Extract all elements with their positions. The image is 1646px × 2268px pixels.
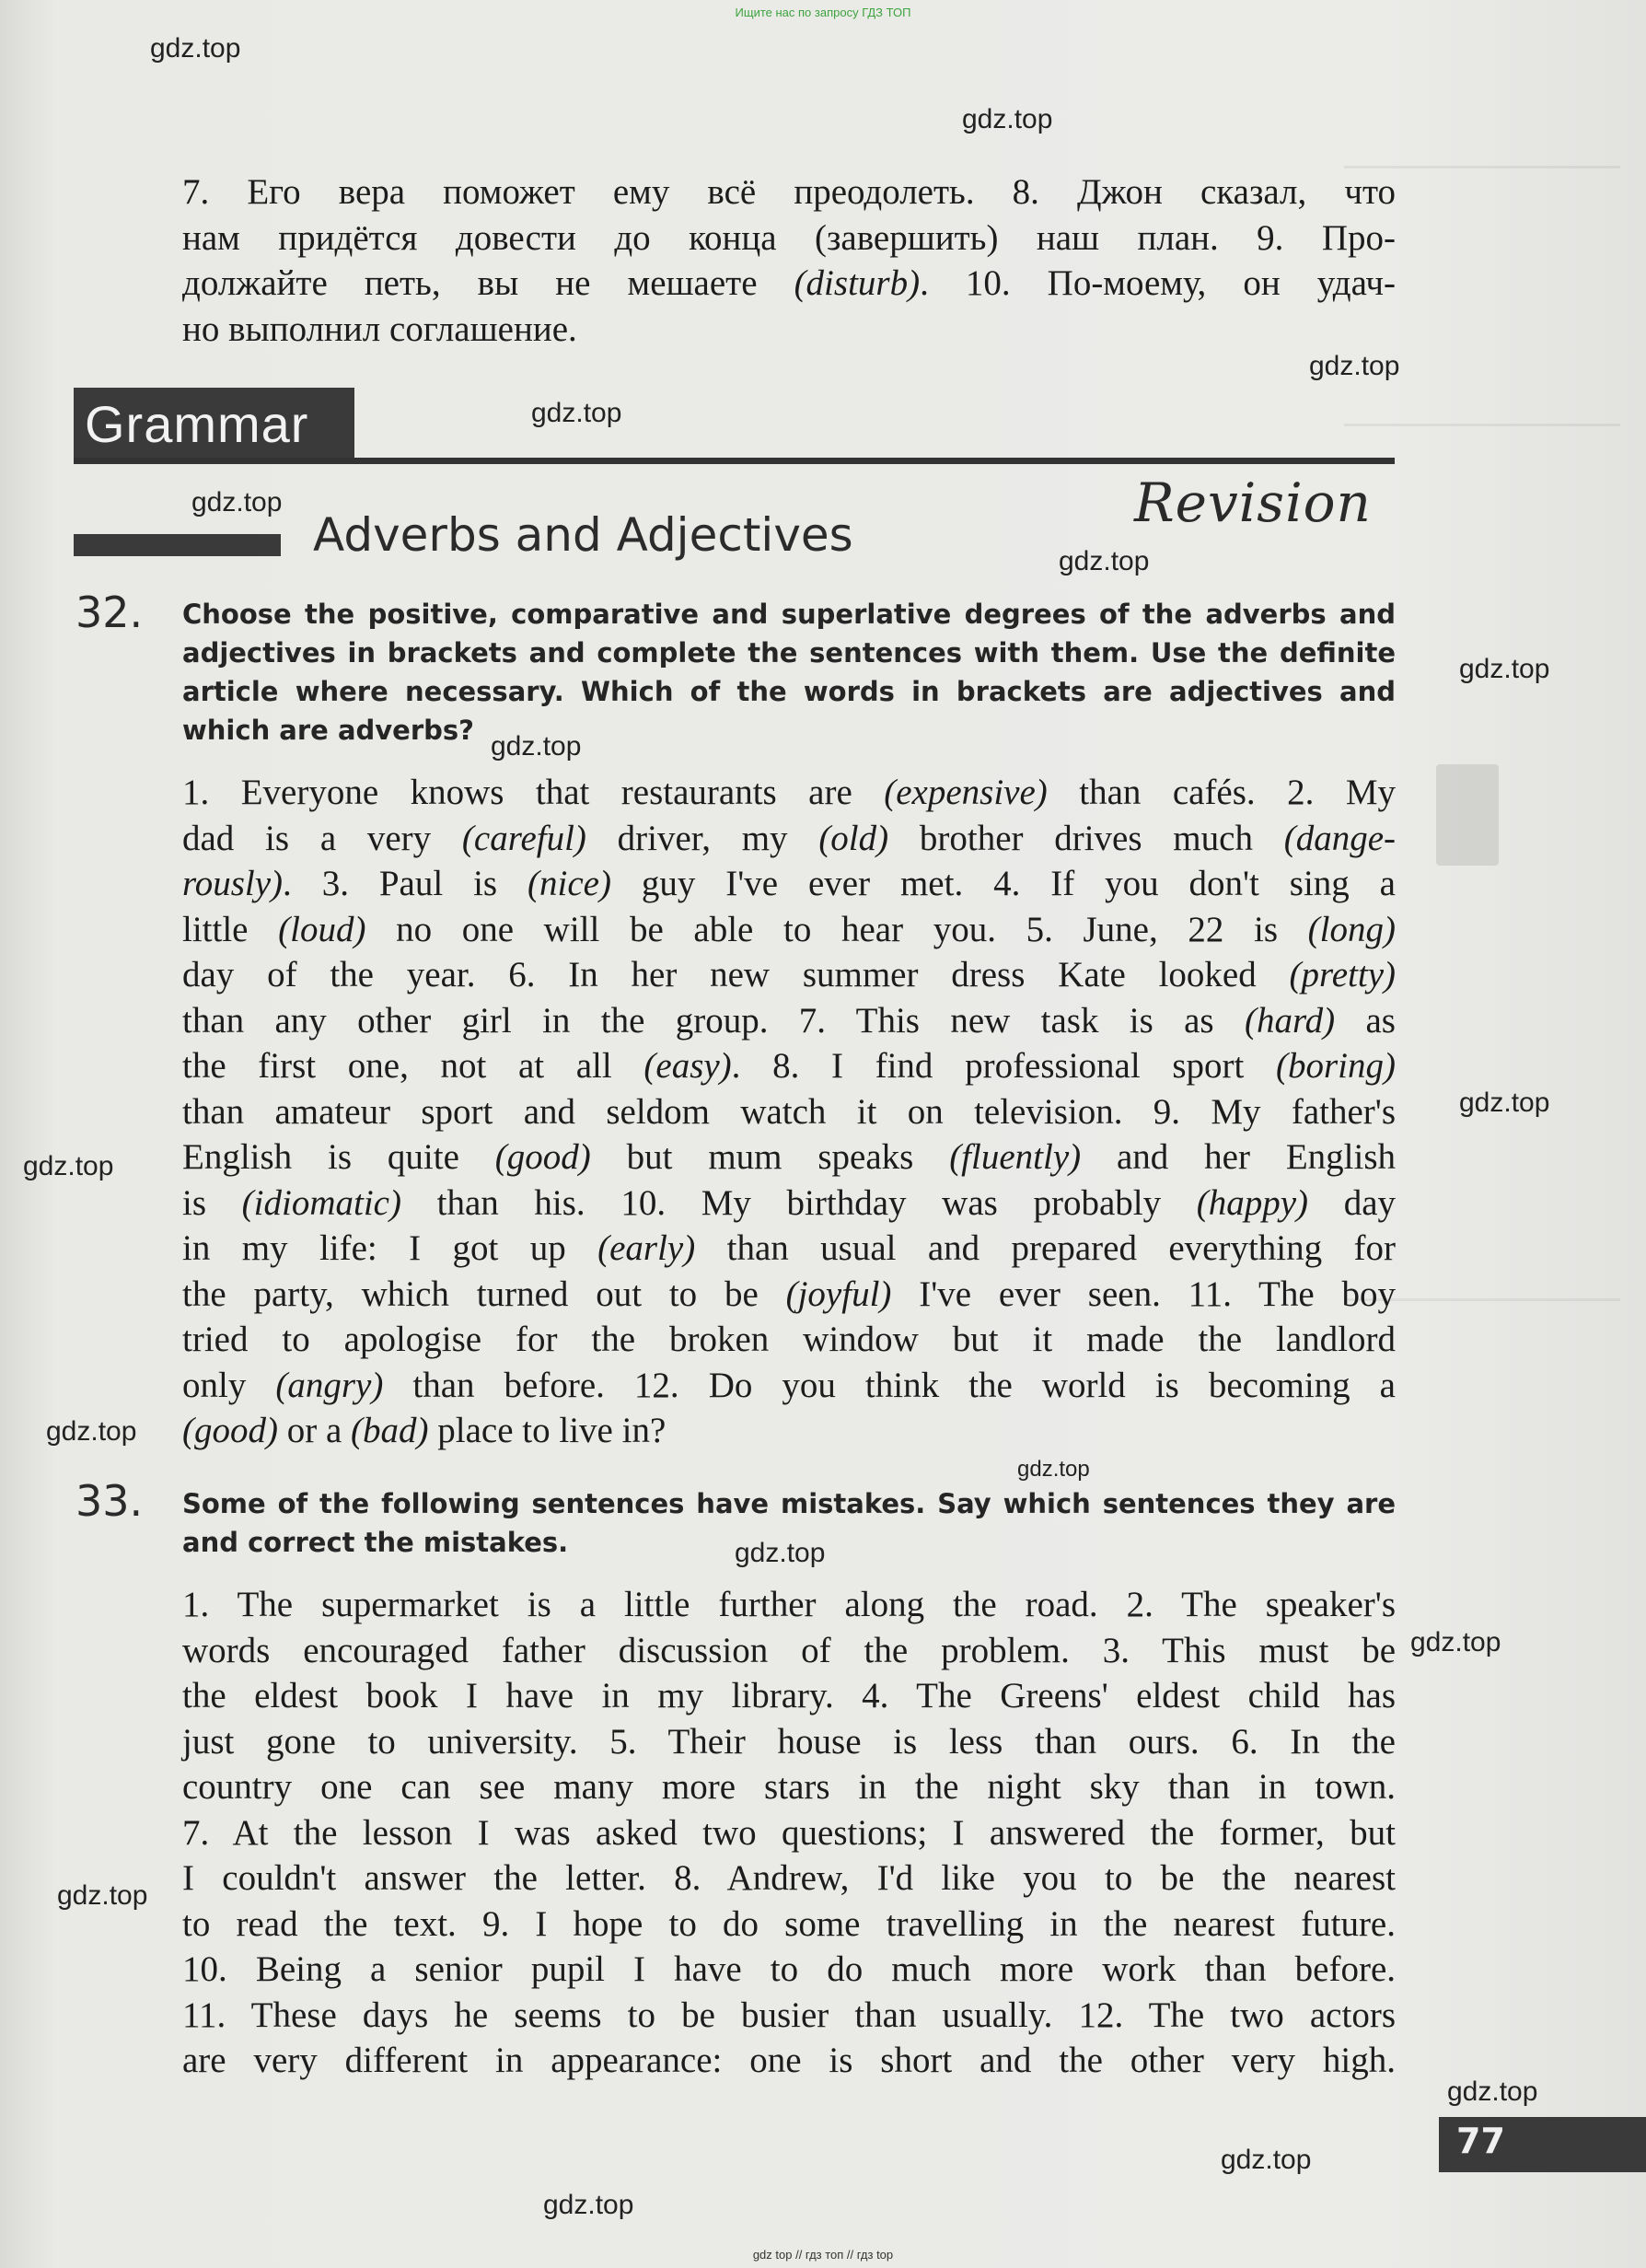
exercise-33-line: the eldest book I have in my library. 4. The Greens' eldest child has	[182, 1676, 1396, 1716]
exercise-32-line	[182, 1317, 1396, 1363]
header-rule	[74, 458, 1395, 464]
line-segment: than before. 12. Do you think the world is becoming a	[383, 1365, 1396, 1405]
bracketed-word: rously)	[182, 864, 284, 903]
line-segment: . 3. Paul is	[283, 864, 527, 903]
line-segment: English is quite	[182, 1137, 495, 1177]
line-segment: the party, which turned out to be	[182, 1274, 786, 1314]
watermark: gdz.top	[1221, 2145, 1312, 2175]
exercise-33-line: 11. These days he seems to be busier than usually. 12. The two actors	[182, 1995, 1396, 2035]
line-segment: 1. Everyone knows that restaurants are	[182, 773, 885, 812]
exercise-32-instruction: Choose the positive, comparative and superlative degrees of the adverbs and adjectives in brackets and complete the sentences with them. Use the definite article where necessary. Which of the words in brackets are adjectives and which are adverbs?	[182, 599, 1396, 746]
exercise-33-line: just gone to university. 5. Their house is less than ours. 6. In the	[182, 1721, 1396, 1762]
line-segment: is	[182, 1182, 242, 1223]
intro-line: 7. Его вера поможет ему всё преодолеть. 8. Джон сказал, что	[182, 172, 1396, 212]
exercise-32-number: 32.	[75, 587, 144, 637]
bracketed-word: (good)	[494, 1137, 591, 1177]
exercise-32-line	[182, 861, 1396, 907]
exercise-33-line: country one can see many more stars in the night sky than in town.	[182, 1767, 1396, 1807]
watermark: gdz.top	[1017, 1457, 1090, 1482]
exercise-32-line	[182, 1408, 1396, 1454]
bracketed-word: (good)	[182, 1411, 278, 1450]
bracketed-word: (dange-	[1283, 818, 1396, 858]
line-segment: dad is a very	[182, 818, 462, 858]
line-segment: than amateur sport and seldom watch it on television. 9. My father's	[182, 1091, 1396, 1132]
topic-title: Adverbs and Adjectives	[313, 508, 853, 562]
line-segment: day	[1308, 1182, 1397, 1223]
exercise-33-instruction: Some of the following sentences have mistakes. Say which sentences they are and correct the mistakes.	[182, 1488, 1396, 1558]
exercise-32-line	[182, 1134, 1396, 1181]
watermark: gdz.top	[46, 1416, 137, 1447]
line-segment: . 8. I find professional sport	[731, 1046, 1276, 1086]
bracketed-word: (angry)	[275, 1365, 384, 1405]
watermark: gdz.top	[735, 1538, 826, 1568]
line-segment: than any other girl in the group. 7. This new task is as	[182, 1000, 1245, 1041]
line-segment: driver, my	[585, 818, 819, 858]
line-segment: as	[1335, 1000, 1396, 1041]
exercise-33-line: 7. At the lesson I was asked two questions; I answered the former, but	[182, 1812, 1396, 1853]
topic-bar	[74, 534, 281, 556]
exercise-32-line	[182, 1363, 1396, 1409]
watermark: gdz.top	[1309, 351, 1400, 381]
intro-paragraph	[182, 169, 1396, 352]
exercise-33-line: are very different in appearance: one is short and the other very high.	[182, 2041, 1396, 2080]
bracketed-word: (old)	[818, 818, 889, 858]
line-segment: guy I've ever met. 4. If you don't sing a	[610, 864, 1396, 903]
line-segment: than cafés. 2. My	[1047, 773, 1396, 812]
line-segment: or a	[277, 1411, 352, 1450]
bracketed-word: (easy)	[643, 1046, 732, 1086]
bracketed-word: (early)	[597, 1228, 696, 1268]
line-segment: day of the year. 6. In her new summer dress Kate looked	[182, 955, 1290, 994]
top-banner[interactable]: Ищите нас по запросу ГДЗ ТОП	[735, 6, 911, 19]
bracketed-word: (joyful)	[785, 1274, 892, 1314]
watermark: gdz.top	[543, 2190, 634, 2220]
page-number: 77	[1456, 2121, 1505, 2161]
line-segment: only	[182, 1365, 276, 1405]
exercise-32-line	[182, 1226, 1396, 1272]
line-segment: the first one, not at all	[182, 1046, 644, 1086]
bracketed-word: (pretty)	[1289, 955, 1396, 994]
line-segment: but mum speaks	[590, 1137, 950, 1177]
line-segment: I've ever seen. 11. The boy	[891, 1274, 1396, 1314]
watermark: gdz.top	[962, 104, 1053, 134]
exercise-32-line	[182, 770, 1396, 816]
watermark: gdz.top	[150, 33, 241, 64]
exercise-33-line: I couldn't answer the letter. 8. Andrew, I'd like you to be the nearest	[182, 1858, 1396, 1898]
watermark: gdz.top	[57, 1880, 148, 1911]
bleed-through-book-icon	[1436, 764, 1499, 866]
bleed-through-line	[1344, 166, 1620, 169]
line-segment: no one will be able to hear you. 5. June, 22 is	[365, 909, 1308, 949]
watermark: gdz.top	[1447, 2076, 1538, 2107]
bracketed-word: (happy)	[1196, 1182, 1309, 1223]
bracketed-word: (careful)	[461, 818, 586, 858]
exercise-33-line: 10. Being a senior pupil I have to do much more work than before.	[182, 1949, 1396, 1989]
exercise-32-line	[182, 998, 1396, 1044]
watermark: gdz.top	[531, 398, 622, 428]
line-segment: brother drives much	[888, 818, 1284, 858]
bracketed-word: (long)	[1307, 909, 1396, 949]
intro-line: но выполнил соглашение.	[182, 308, 577, 349]
intro-line: нам придётся довести до конца (завершить) наш план. 9. Про-	[182, 217, 1396, 258]
bleed-through-line	[1344, 424, 1620, 426]
exercise-32-line	[182, 1181, 1396, 1227]
bracketed-word: (loud)	[278, 909, 366, 949]
line-segment: than usual and prepared everything for	[695, 1228, 1396, 1268]
exercise-33-number: 33.	[75, 1476, 144, 1526]
section-title: Grammar	[85, 395, 309, 453]
line-segment: place to live in?	[428, 1411, 667, 1450]
watermark: gdz.top	[191, 487, 283, 518]
watermark: gdz.top	[491, 731, 582, 762]
bracketed-word: (nice)	[527, 864, 611, 903]
bracketed-word: (idiomatic)	[241, 1182, 401, 1223]
bracketed-word: (fluently)	[949, 1137, 1082, 1177]
line-segment: and her English	[1081, 1137, 1396, 1177]
watermark: gdz.top	[1410, 1627, 1501, 1657]
exercise-32-line	[182, 1043, 1396, 1089]
watermark: gdz.top	[1459, 654, 1550, 684]
line-segment: tried to apologise for the broken window but it made the landlord	[182, 1320, 1396, 1359]
bracketed-word: (bad)	[351, 1411, 429, 1450]
bracketed-word: (expensive)	[884, 773, 1048, 812]
exercise-33-line: to read the text. 9. I hope to do some travelling in the nearest future.	[182, 1903, 1396, 1944]
exercise-32-line	[182, 1272, 1396, 1318]
exercise-32-line	[182, 816, 1396, 862]
exercise-32-line	[182, 1089, 1396, 1135]
watermark: gdz.top	[1459, 1087, 1550, 1118]
exercise-32-line	[182, 952, 1396, 998]
line-segment: little	[182, 909, 279, 949]
watermark: gdz.top	[23, 1151, 114, 1181]
exercise-32-text	[182, 770, 1396, 1454]
footer-banner[interactable]: gdz top // гдз топ // гдз top	[752, 2248, 894, 2262]
exercise-33-text	[182, 1582, 1396, 2084]
revision-tag: Revision	[1134, 471, 1372, 534]
intro-line: должайте петь, вы не мешаете (disturb). 10. По-моему, он удач-	[182, 263, 1396, 303]
exercise-33-line: 1. The supermarket is a little further along the road. 2. The speaker's	[182, 1585, 1396, 1624]
exercise-33-line: words encouraged father discussion of the problem. 3. This must be	[182, 1630, 1396, 1670]
watermark: gdz.top	[1059, 546, 1150, 576]
line-segment: than his. 10. My birthday was probably	[400, 1182, 1197, 1223]
line-segment: in my life: I got up	[182, 1228, 598, 1268]
bracketed-word: (hard)	[1244, 1000, 1336, 1041]
bracketed-word: (boring)	[1276, 1046, 1396, 1086]
exercise-32-line	[182, 907, 1396, 953]
